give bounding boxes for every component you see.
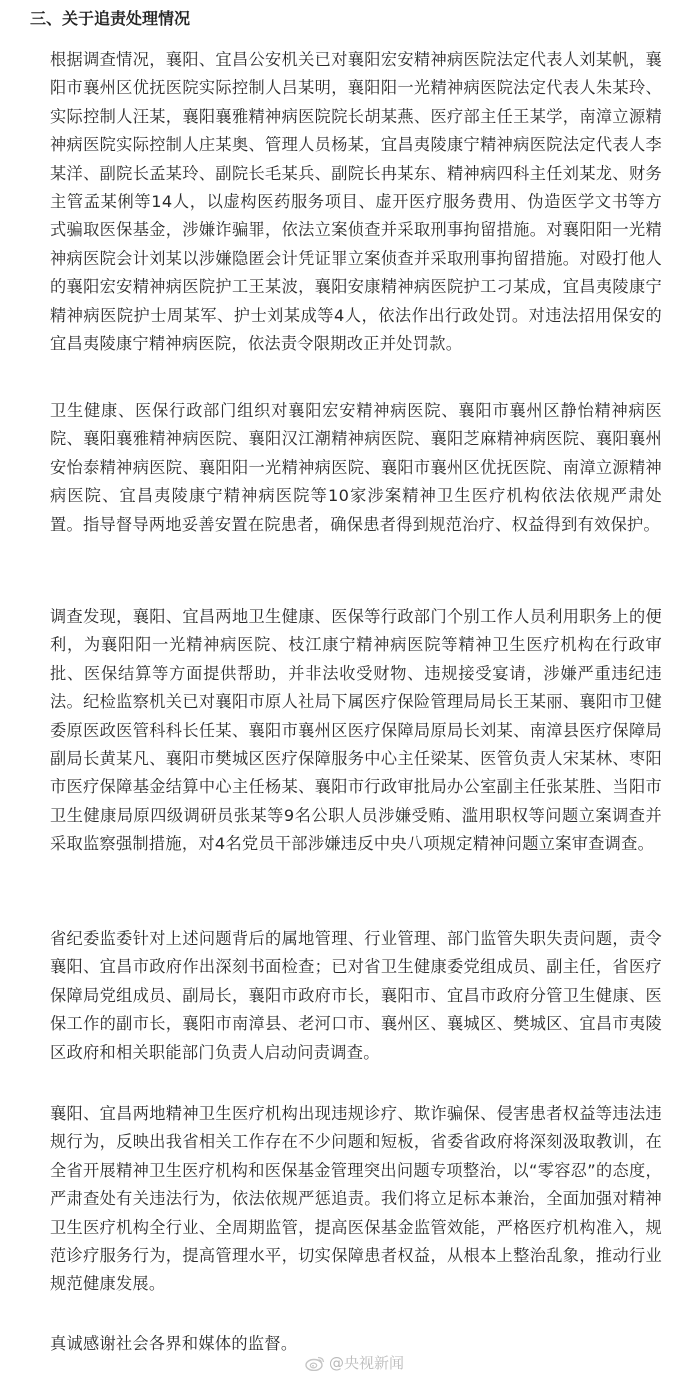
paragraph-thanks: 真诚感谢社会各界和媒体的监督。 bbox=[50, 1334, 298, 1353]
paragraph-prosecution: 根据调查情况，襄阳、宜昌公安机关已对襄阳宏安精神病医院法定代表人刘某帆，襄阳市襄州区优抚医院实际控制人吕某明，襄阳阳一光精神病医院法定代表人朱某玲、实际控制人汪某，襄阳襄雅精神病医院院长胡某燕、医疗部主任王某学，南漳立源精神病医院实际控制人庄某奥、管理人员杨某，宜昌夷陵康宁精神病医院法定代表人李某洋、副院长孟某玲、副院长毛某兵、副院长冉某东、精神病四科主任刘某龙、财务主管孟某俐等14人，以虚构医药服务项目、虚开医疗服务费用、伪造医学文书等方式骗取医保基金，涉嫌诈骗罪，依法立案侦查并采取刑事拘留措施。对襄阳阳一光精神病医院会计刘某以涉嫌隐匿会计凭证罪立案侦查并采取刑事拘留措施。对殴打他人的襄阳宏安精神病医院护工王某波，襄阳安康精神病医院护工刁某成，宜昌夷陵康宁精神病医院护士周某军、护士刘某成等4人，依法作出行政处罚。对违法招用保安的宜昌夷陵康宁精神病医院，依法责令限期改正并处罚款。 bbox=[50, 50, 662, 354]
section-heading: 三、关于追责处理情况 bbox=[30, 9, 191, 28]
paragraph-official-investigation: 调查发现，襄阳、宜昌两地卫生健康、医保等行政部门个别工作人员利用职务上的便利，为襄阳阳一光精神病医院、枝江康宁精神病医院等精神卫生医疗机构在行政审批、医保结算等方面提供帮助，并非法收受财物、违规接受宴请，涉嫌严重违纪违法。纪检监察机关已对襄阳市原人社局下属医疗保险管理局局长王某丽、襄阳市卫健委原医政医管科科长任某、襄阳市襄州区医疗保障局原局长刘某、南漳县医疗保障局副局长黄某凡、襄阳市樊城区医疗保障服务中心主任梁某、医管负责人宋某林、枣阳市医疗保障基金结算中心主任杨某、襄阳市行政审批局办公室副主任张某胜、当阳市卫生健康局原四级调研员张某等9名公职人员涉嫌受贿、滥用职权等问题立案调查并采取监察强制措施，对4名党员干部涉嫌违反中央八项规定精神问题立案审查调查。 bbox=[50, 607, 662, 854]
weibo-watermark bbox=[305, 1352, 404, 1373]
paragraph-hospital-handling: 卫生健康、医保行政部门组织对襄阳宏安精神病医院、襄阳市襄州区静怡精神病医院、襄阳襄雅精神病医院、襄阳汉江潮精神病医院、襄阳芝麻精神病医院、襄阳襄州安怡泰精神病医院、襄阳阳一光精神病医院、襄阳市襄州区优抚医院、南漳立源精神病医院、宜昌夷陵康宁精神病医院等10家涉案精神卫生医疗机构依法依规严肃处置。指导督导两地妥善安置在院患者，确保患者得到规范治疗、权益得到有效保护。 bbox=[50, 401, 662, 534]
paragraph-accountability: 省纪委监委针对上述问题背后的属地管理、行业管理、部门监管失职失责问题，责令襄阳、宜昌市政府作出深刻书面检查；已对省卫生健康委党组成员、副主任，省医疗保障局党组成员、副局长，襄阳市政府市长，襄阳市、宜昌市政府分管卫生健康、医保工作的副市长，襄阳市南漳县、老河口市、襄州区、襄城区、樊城区、宜昌市夷陵区政府和相关职能部门负责人启动问责调查。 bbox=[50, 929, 662, 1062]
watermark-text: @央视新闻 bbox=[328, 1354, 404, 1372]
weibo-icon bbox=[305, 1355, 325, 1371]
paragraph-rectification: 襄阳、宜昌两地精神卫生医疗机构出现违规诊疗、欺诈骗保、侵害患者权益等违法违规行为，反映出我省相关工作存在不少问题和短板，省委省政府将深刻汲取教训，在全省开展精神卫生医疗机构和医保基金管理突出问题专项整治，以“零容忍”的态度，严肃查处有关违法行为，依法依规严惩追责。我们将立足标本兼治，全面加强对精神卫生医疗机构全行业、全周期监管，提高医保基金监管效能，严格医疗机构准入，规范诊疗服务行为，提高管理水平，切实保障患者权益，从根本上整治乱象，推动行业规范健康发展。 bbox=[50, 1104, 662, 1294]
